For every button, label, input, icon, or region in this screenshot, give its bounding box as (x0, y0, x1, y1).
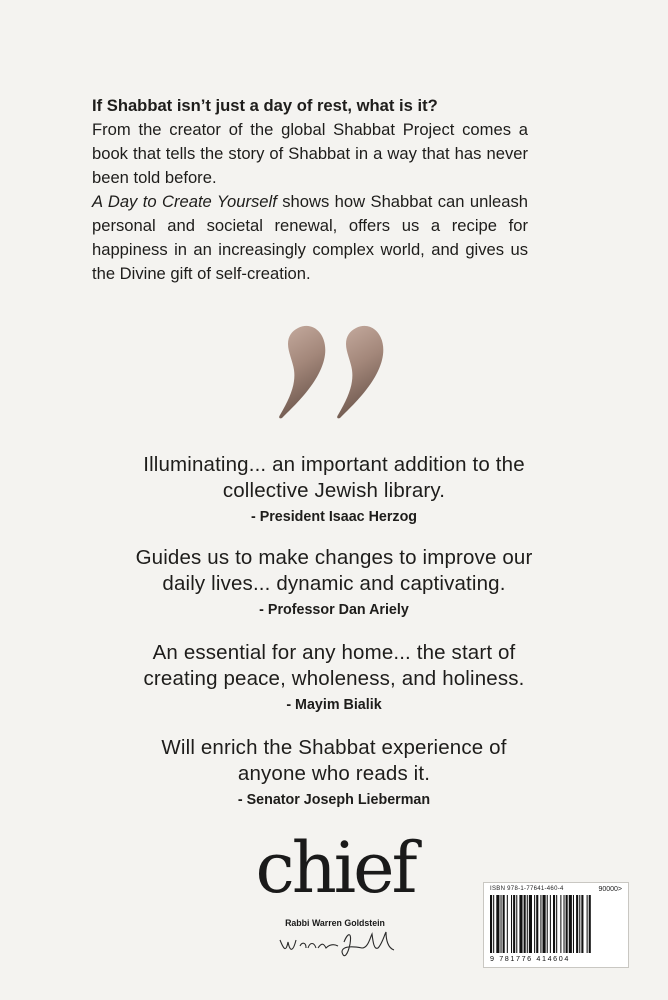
closing-quotation-mark-icon (274, 322, 386, 420)
endorsement-1 (0, 452, 668, 526)
blurb-paragraph-1: From the creator of the global Shabbat Project comes a book that tells the story of Shabbat in a way that has never been told before. (92, 120, 528, 187)
isbn-barcode (483, 882, 629, 968)
endorsement-line: Illuminating... an important addition to the (143, 453, 525, 476)
endorsement-line: creating peace, wholeness, and holiness. (143, 667, 525, 690)
logo-wordmark: chief (255, 827, 415, 909)
endorsement-line: Guides us to make changes to improve our (135, 546, 533, 569)
endorsement-author: - Senator Joseph Lieberman (237, 792, 431, 808)
endorsement-author: - Mayim Bialik (286, 697, 382, 713)
logo-author-name: Rabbi Warren Goldstein (285, 918, 385, 928)
barcode-bars (490, 895, 622, 953)
endorsement-line: collective Jewish library. (222, 479, 446, 502)
blurb-paragraph-2-text: shows how Shabbat can unleash personal and societal renewal, offers us a recipe for happiness in an increasingly complex world, and gives us the Divine gift of self-creation. (92, 192, 528, 283)
endorsement-3 (0, 640, 668, 714)
endorsement-line: daily lives... dynamic and captivating. (162, 572, 506, 595)
book-title: A Day to Create Yourself (92, 192, 277, 211)
endorsement-author: - Professor Dan Ariely (259, 602, 409, 618)
price-code: 90000> (598, 886, 622, 893)
endorsement-line: An essential for any home... the start of (152, 641, 516, 664)
endorsement-2 (0, 545, 668, 619)
endorsement-line: Will enrich the Shabbat experience of (161, 736, 507, 759)
blurb-question: If Shabbat isn’t just a day of rest, what is it? (92, 96, 438, 115)
endorsement-4 (0, 735, 668, 809)
endorsement-author: - President Isaac Herzog (250, 509, 418, 525)
blurb-paragraph-2 (92, 190, 528, 286)
back-cover-blurb (92, 94, 528, 286)
publisher-logo (250, 827, 420, 964)
endorsement-line: anyone who reads it. (237, 762, 431, 785)
isbn-label: ISBN 978-1-77641-460-4 (490, 886, 564, 892)
signature-icon (278, 928, 398, 962)
barcode-digits: 9 781776 414604 (490, 954, 570, 963)
